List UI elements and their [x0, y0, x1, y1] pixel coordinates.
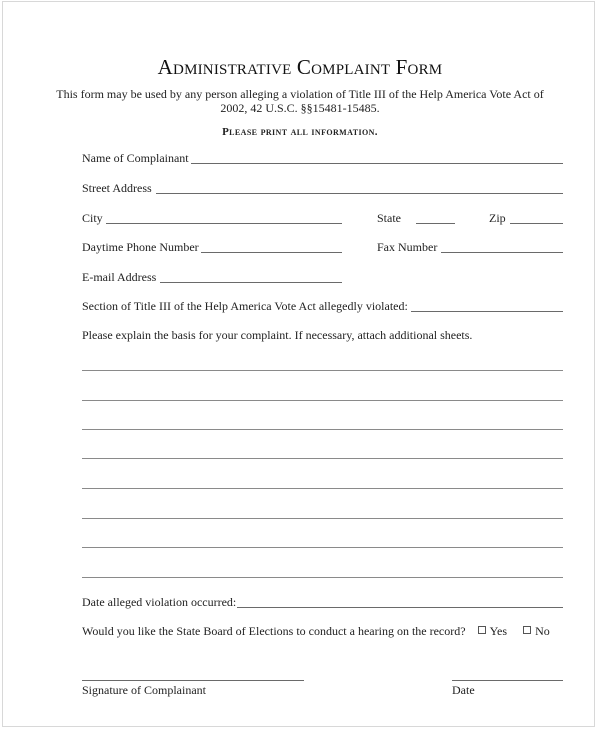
city-label: City [82, 211, 103, 225]
zip-label: Zip [489, 211, 506, 225]
zip-field[interactable] [510, 223, 563, 224]
explanation-line-7[interactable] [82, 547, 563, 548]
explanation-line-3[interactable] [82, 429, 563, 430]
hearing-question-text: Would you like the State Board of Elections to conduct a hearing on the record? [82, 624, 466, 638]
print-instruction: Please print all information. [222, 126, 378, 138]
hearing-question [82, 624, 550, 639]
explanation-line-6[interactable] [82, 518, 563, 519]
explanation-line-5[interactable] [82, 488, 563, 489]
street-field[interactable] [156, 193, 563, 194]
form-title: Administrative Complaint Form [157, 55, 443, 79]
date-violation-label: Date alleged violation occurred: [82, 595, 237, 609]
phone-label: Daytime Phone Number [82, 240, 199, 254]
explain-label: Please explain the basis for your complaint. If necessary, attach additional sheets. [82, 328, 473, 342]
street-label: Street Address [82, 181, 152, 195]
state-field[interactable] [416, 223, 455, 224]
intro-text-line-1: This form may be used by any person alleging a violation of Title III of the Help America Vote Act of [56, 87, 544, 101]
email-field[interactable] [160, 282, 342, 283]
explanation-line-2[interactable] [82, 400, 563, 401]
hearing-no-label: No [535, 624, 550, 638]
fax-field[interactable] [441, 252, 563, 253]
hearing-yes-checkbox[interactable] [478, 626, 486, 634]
section-label: Section of Title III of the Help America Vote Act allegedly violated: [82, 299, 408, 313]
email-label: E-mail Address [82, 270, 157, 284]
phone-field[interactable] [201, 252, 342, 253]
name-label: Name of Complainant [82, 151, 189, 165]
city-field[interactable] [106, 223, 342, 224]
date-violation-field[interactable] [237, 607, 563, 608]
date-field[interactable] [452, 680, 563, 681]
signature-label: Signature of Complainant [82, 683, 206, 697]
hearing-yes-label: Yes [489, 624, 508, 638]
signature-field[interactable] [82, 680, 304, 681]
explanation-line-8[interactable] [82, 577, 563, 578]
state-label: State [377, 211, 401, 225]
fax-label: Fax Number [377, 240, 438, 254]
date-label: Date [452, 683, 475, 697]
intro-text-line-2: 2002, 42 U.S.C. §§15481-15485. [220, 101, 380, 115]
explanation-line-4[interactable] [82, 458, 563, 459]
name-field[interactable] [191, 163, 563, 164]
explanation-line-1[interactable] [82, 370, 563, 371]
section-field[interactable] [411, 311, 563, 312]
hearing-no-checkbox[interactable] [523, 626, 531, 634]
